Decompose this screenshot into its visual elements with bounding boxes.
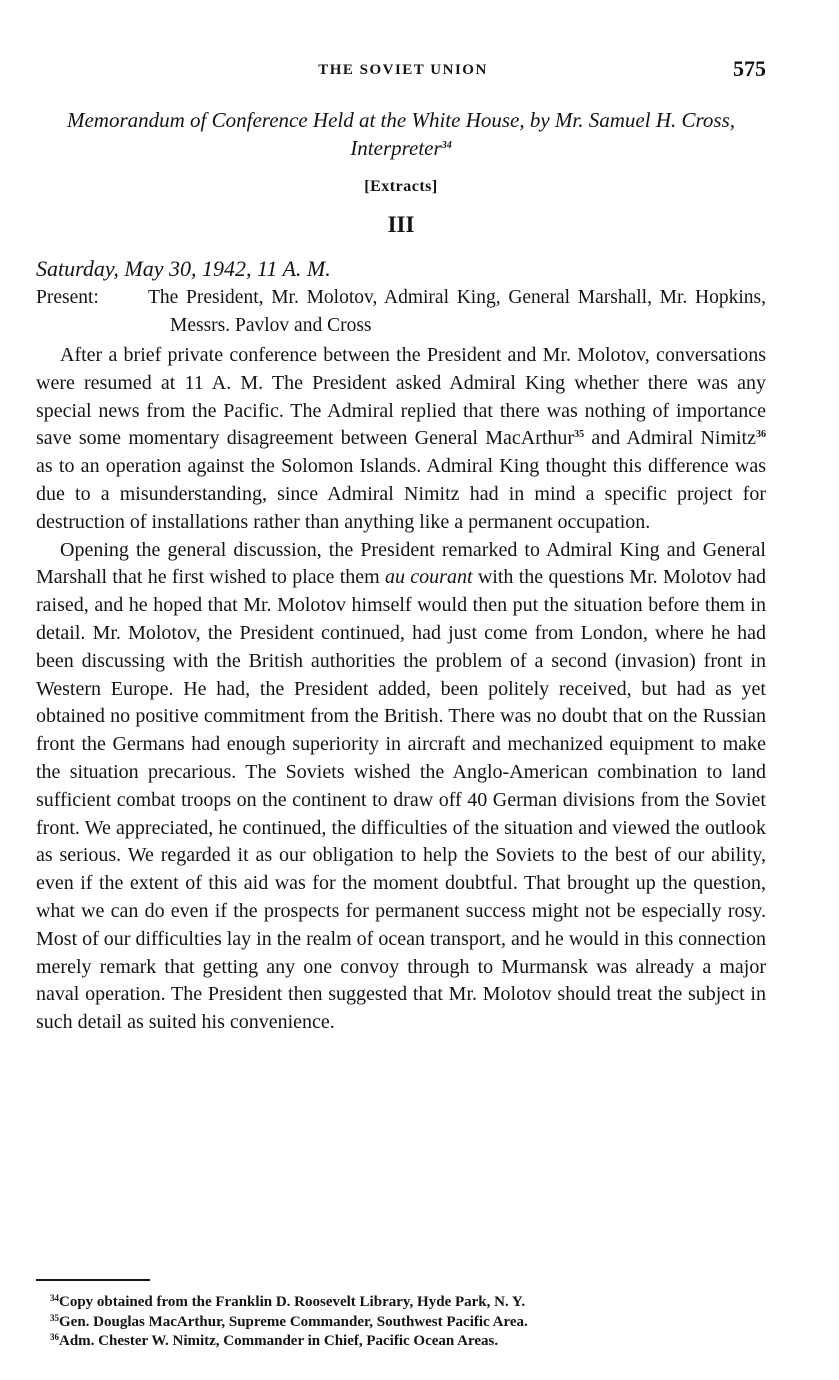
paragraph-2-part-2: with the questions Mr. Molotov had raised, and he hoped that Mr. Molotov himself would then put the situation before them in detail. Mr. Molotov, the President continued, had just come from London, where he had been discussing with the British authorities the problem of a second (invasion) front in Western Europe. He had, the President added, been politely received, but had as yet obtained no positive commitment from the British. There was no doubt that on the Russian front the Germans had enough superiority in aircraft and mechanized equipment to make the situation precarious. The Soviets wished the Anglo-American combination to land sufficient combat troops on the continent to draw off 40 German divisions from the Soviet front. We appreciated, he continued, the difficulties of the situation and viewed the outlook as serious. We regarded it as our obligation to help the Soviets to the best of our ability, even if the extent of this aid was for the moment doubtful. That brought up the question, what we can do even if the prospects for permanent success might not be especially rosy. Most of our difficulties lay in the realm of ocean transport, and he would in this connection merely remark that getting any one convoy through to Murmansk was already a major naval operation. The President then suggested that Mr. Molotov should treat the subject in such detail as suited his convenience. bbox=[36, 566, 767, 1034]
present-block bbox=[36, 284, 766, 340]
present-label: Present: bbox=[36, 287, 99, 308]
extracts-label: [Extracts] bbox=[364, 178, 438, 195]
paragraph-1-part-2: and Admiral Nimitz bbox=[591, 427, 756, 450]
running-title: THE SOVIET UNION bbox=[318, 62, 488, 78]
footnotes bbox=[50, 1293, 780, 1352]
paragraph-1-part-1: After a brief private conference between the President and Mr. Molotov, conversations were resumed at 11 A. M. The President asked Admiral King whether there was any special news from the Pacific. The Admiral replied that there was nothing of importance save some momentary disagreement between General MacArthur bbox=[36, 344, 766, 450]
body-text bbox=[36, 342, 766, 1037]
footnote-35 bbox=[50, 1313, 780, 1333]
footnote-number: 36 bbox=[50, 1332, 59, 1342]
footnote-divider bbox=[36, 1279, 150, 1281]
paragraph-2 bbox=[36, 537, 766, 1037]
footnote-text: Gen. Douglas MacArthur, Supreme Commander, Southwest Pacific Area. bbox=[59, 1313, 528, 1330]
paragraph-2-part-1: Opening the general discussion, the President remarked to Admiral King and General Marshall that he first wished to place them bbox=[36, 538, 766, 589]
footnote-ref-34[interactable]: 34 bbox=[441, 140, 452, 151]
document-title-text: Memorandum of Conference Held at the White House, by Mr. Samuel H. Cross, Interpreter bbox=[66, 108, 735, 160]
paragraph-1 bbox=[36, 342, 766, 537]
paragraph-1-part-3: as to an operation against the Solomon Islands. Admiral King thought this difference was due to a misunderstanding, since Admiral Nimitz had in mind a specific project for destruction of installations rather than anything like a permanent occupation. bbox=[36, 455, 766, 533]
page-number: 575 bbox=[733, 56, 766, 81]
running-header bbox=[40, 56, 766, 88]
footnote-number: 34 bbox=[50, 1293, 59, 1303]
present-names: The President, Mr. Molotov, Admiral King, General Marshall, Mr. Hopkins, Messrs. Pavlov and Cross bbox=[148, 287, 766, 336]
footnote-text: Copy obtained from the Franklin D. Roosevelt Library, Hyde Park, N. Y. bbox=[59, 1294, 526, 1310]
document-title bbox=[36, 106, 766, 162]
dateline: Saturday, May 30, 1942, 11 A. M. bbox=[36, 256, 331, 281]
footnote-34 bbox=[50, 1293, 780, 1313]
section-numeral: III bbox=[387, 212, 415, 237]
footnote-text: Adm. Chester W. Nimitz, Commander in Chief, Pacific Ocean Areas. bbox=[59, 1333, 499, 1349]
footnote-ref-35[interactable]: 35 bbox=[574, 429, 585, 441]
footnote-36 bbox=[50, 1332, 780, 1352]
paragraph-2-italic-phrase: au courant bbox=[385, 566, 473, 589]
footnote-ref-36[interactable]: 36 bbox=[756, 429, 766, 441]
footnote-number: 35 bbox=[50, 1312, 59, 1323]
